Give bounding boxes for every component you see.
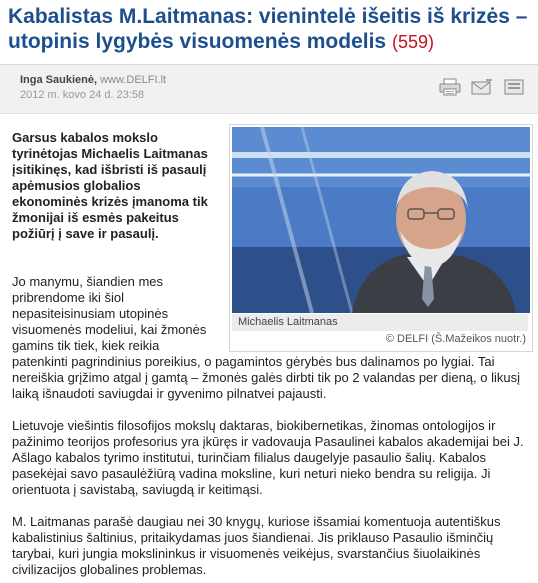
paragraph-1-part-a: Jo manymu, šiandien mes pribrendome iki šiol nepasiteisinusiam utopinės visuomenės modeliui, kai žmonės gamins tik tiek, kiek reikia: [12, 274, 207, 353]
article-paragraph-3: M. Laitmanas parašė daugiau nei 30 knygų, kuriose išsamiai komentuoja autentiškus kabalistinius šaltinius, pritaikydamas juos šiandienai. Jis priklauso Pasaulio išminčių tarybai, kuri jungia mokslininkus ir visuomenės veikėjus, svarstančius šiuolaikinės civilizacijos globalines problemas.: [12, 514, 501, 577]
source-link[interactable]: www.DELFI.lt: [100, 74, 167, 86]
author-name: Inga Saukienė,: [20, 74, 98, 86]
article-tools: [438, 77, 526, 97]
print-icon[interactable]: [438, 77, 462, 97]
email-icon[interactable]: [470, 77, 494, 97]
paragraph-1-part-b: patenkinti pagrindinius poreikius, o pagamintos gėrybės bus dalinamos po lygiai. Tai nereiškia grįžimo atgal į gamtą – žmonės galės dirbti tik po 2 valandas per dieną, o likusį laiką išnaudoti saviugdai ir gyvenimo pilnatvei pajausti.: [12, 354, 520, 401]
article-lead: Garsus kabalos mokslo tyrinėtojas Michaelis Laitmanas įsitikinęs, kad išbristi iš pasaulį apėmusios globalios ekonominės krizės įmanoma tik žmonijai iš esmės pakeitus požiūrį į save ir pasaulį.: [12, 130, 208, 241]
article-title-text: Kabalistas M.Laitmanas: vienintelė išeitis iš krizės – utopinis lygybės visuomenės modelis: [8, 5, 528, 53]
article-paragraph-2: Lietuvoje viešintis filosofijos mokslų daktaras, biokibernetikas, žinomas ontologijos ir pažinimo teorijos profesorius yra įkūręs ir vadovauja Pasaulinei kabalos akademijai bei J. Ašlago kabalos tyrimo institutui, turinčiam filialus daugelyje pasaulio šalių. Kabalos pasekėjai savo pasaulėžiūrą vadina moksline, kuri neturi nieko bendra su religija. Ji orientuota į savistabą, saviugdą ir keitimąsi.: [12, 418, 524, 497]
share-icon[interactable]: [502, 77, 526, 97]
comment-count-link[interactable]: (559): [391, 32, 434, 52]
photo-credit: © DELFI (Š.Mažeikos nuotr.): [385, 333, 526, 345]
publish-date: 2012 m. kovo 24 d. 23:58: [20, 89, 145, 101]
article-meta-bar: [0, 64, 538, 114]
article-title: [8, 4, 532, 55]
article-paragraph-1: [12, 274, 530, 402]
byline: [20, 74, 166, 86]
photo-caption: Michaelis Laitmanas: [232, 314, 528, 331]
